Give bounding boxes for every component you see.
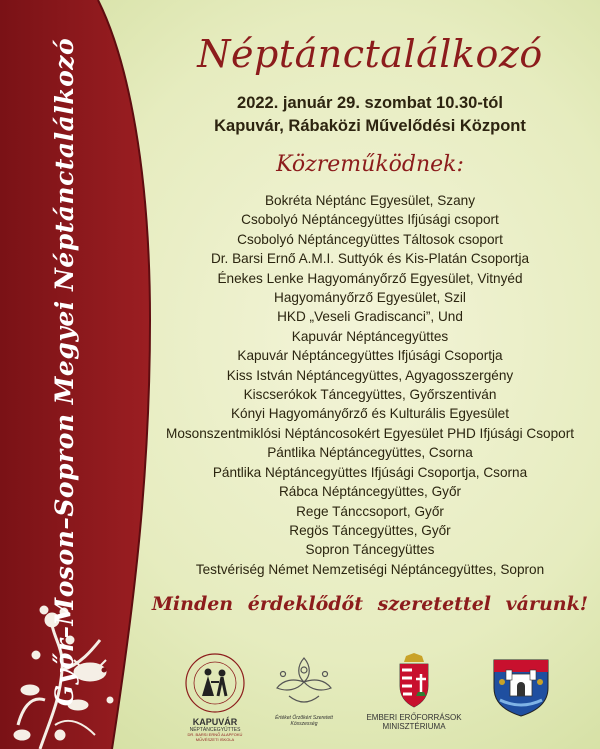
ministry-logo-line2: MINISZTÉRIUMA <box>382 721 446 731</box>
list-item: Dr. Barsi Ernő A.M.I. Suttyók és Kis-Platán Csoportja <box>210 251 530 267</box>
event-date: 2022. január 29. szombat 10.30-tól <box>237 94 503 112</box>
list-item: Rege Tánccsoport, Győr <box>296 503 444 519</box>
list-item: Kiscserókok Táncegyüttes, Győrszentiván <box>243 387 497 403</box>
list-item: Kiss István Néptáncegyüttes, Agyagosszergény <box>226 367 514 383</box>
list-item: Pántlika Néptáncegyüttes Ifjúsági Csoportja, Csorna <box>212 464 528 480</box>
kapuvar-logo-ring-text: DR. BARSI ERNŐ ALAPFOKÚ MŰVÉSZETI ISKOLA <box>187 732 243 742</box>
list-item: Csobolyó Néptáncegyüttes Ifjúsági csoport <box>241 212 499 228</box>
page-title: Néptánctalálkozó <box>197 32 543 76</box>
list-item: HKD „Veseli Gradiscanci”, Und <box>277 309 463 325</box>
town-coat-of-arms-icon <box>490 652 552 718</box>
folk-ornament-icon <box>269 652 339 712</box>
kapuvar-logo-title: KAPUVÁR <box>192 717 238 727</box>
ministry-logo <box>362 652 466 732</box>
closing-message: Minden érdeklődőt szeretettel várunk! <box>151 593 589 616</box>
list-item: Csobolyó Néptáncegyüttes Táltosok csoport <box>237 231 503 247</box>
performers-list <box>150 191 590 579</box>
town-logo <box>486 652 556 722</box>
list-item: Kapuvár Néptáncegyüttes Ifjúsági Csoportja <box>237 348 503 364</box>
kapuvar-logo <box>180 652 250 742</box>
footer-strip <box>280 738 580 749</box>
ornament-logo <box>264 652 344 727</box>
sponsor-logos <box>180 652 580 742</box>
folk-dancers-icon <box>184 652 246 714</box>
event-venue: Kapuvár, Rábaközi Művelődési Központ <box>214 117 526 135</box>
kapuvar-logo-subtitle: NÉPTÁNCEGYÜTTES <box>189 726 241 733</box>
hungarian-coat-of-arms-icon <box>394 652 434 710</box>
list-item: Hagyományőrző Egyesület, Szil <box>274 290 466 306</box>
list-item: Kapuvár Néptáncegyüttes <box>291 328 449 344</box>
list-item: Énekes Lenke Hagyományőrző Egyesület, Vitnyéd <box>217 270 523 286</box>
main-content <box>150 0 590 615</box>
performers-heading: Közreműködnek: <box>276 152 464 177</box>
list-item: Testvériség Német Nemzetiségi Néptáncegyüttes, Sopron <box>195 561 545 577</box>
list-item: Kónyi Hagyományőrző és Kulturális Egyesület <box>230 406 510 422</box>
list-item: Sopron Táncegyüttes <box>305 542 435 558</box>
list-item: Mosonszentmiklósi Néptáncosokért Egyesület PHD Ifjúsági Csoport <box>166 425 574 441</box>
list-item: Rábca Néptáncegyüttes, Győr <box>278 484 462 500</box>
ornament-logo-text: Értéket Őrzőkért Szeretett Kösszesség <box>275 715 333 727</box>
sidebar-vertical-title: Győr–Moson–Sopron Megyei Néptánctalálkozó <box>50 37 79 707</box>
list-item: Bokréta Néptánc Egyesület, Szany <box>264 193 476 208</box>
list-item: Regös Táncegyüttes, Győr <box>289 522 451 538</box>
list-item: Pántlika Néptáncegyüttes, Csorna <box>267 445 473 461</box>
ministry-logo-line1: EMBERI ERŐFORRÁSOK <box>366 713 462 722</box>
